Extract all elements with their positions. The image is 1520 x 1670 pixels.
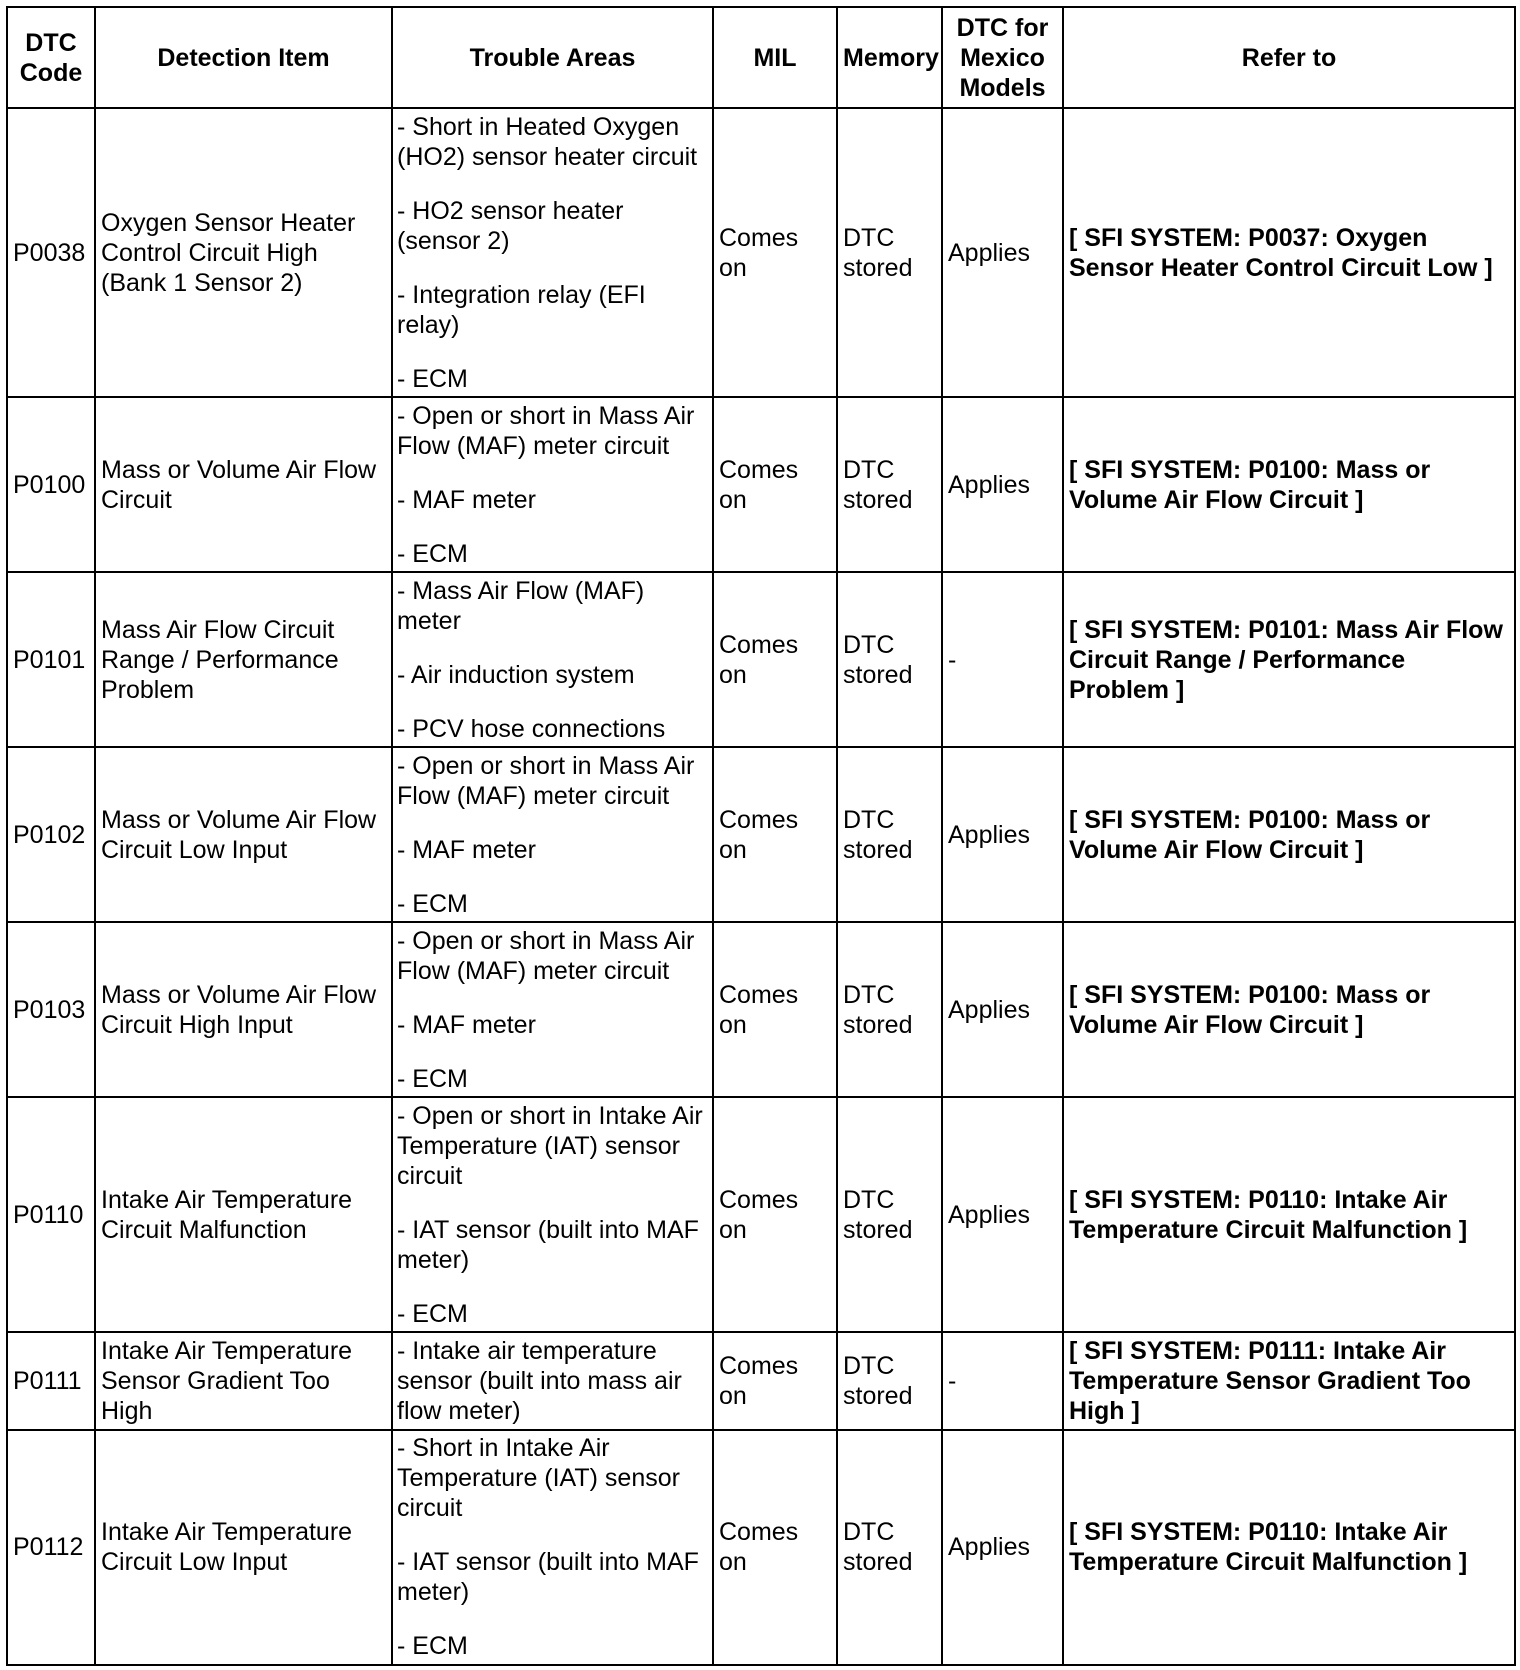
detection-item-cell: Intake Air Temperature Circuit Malfunction [95, 1097, 392, 1332]
mil-cell: Comes on [713, 747, 837, 922]
mexico-models-cell: - [942, 1332, 1063, 1430]
header-mexico-models: DTC for Mexico Models [942, 7, 1063, 108]
trouble-area-item: - Open or short in Intake Air Temperature (IAT) sensor circuit [397, 1101, 703, 1190]
trouble-area-item: - Integration relay (EFI relay) [397, 280, 646, 339]
table-row [7, 108, 1515, 397]
mexico-models-cell: Applies [942, 397, 1063, 572]
table-row [7, 397, 1515, 572]
trouble-area-item: - Short in Heated Oxygen (HO2) sensor heater circuit [397, 112, 698, 171]
trouble-area-item: - Open or short in Mass Air Flow (MAF) meter circuit [397, 751, 695, 810]
trouble-area-item: - IAT sensor (built into MAF meter) [397, 1215, 699, 1274]
memory-cell: DTC stored [837, 747, 942, 922]
trouble-area-item: - MAF meter [397, 835, 536, 864]
trouble-areas-cell [392, 108, 713, 397]
trouble-area-item: - Short in Intake Air Temperature (IAT) sensor circuit [397, 1434, 680, 1523]
refer-to-cell: [ SFI SYSTEM: P0100: Mass or Volume Air Flow Circuit ] [1063, 747, 1515, 922]
table-row [7, 1097, 1515, 1332]
detection-item-cell: Mass or Volume Air Flow Circuit High Input [95, 922, 392, 1097]
memory-cell: DTC stored [837, 1430, 942, 1665]
header-refer-to: Refer to [1063, 7, 1515, 108]
memory-cell: DTC stored [837, 922, 942, 1097]
mexico-models-cell: Applies [942, 1097, 1063, 1332]
trouble-area-item: - Open or short in Mass Air Flow (MAF) meter circuit [397, 401, 695, 460]
detection-item-cell: Intake Air Temperature Circuit Low Input [95, 1430, 392, 1665]
dtc-code-cell: P0112 [7, 1430, 95, 1665]
mexico-models-cell: Applies [942, 922, 1063, 1097]
detection-item-cell: Mass or Volume Air Flow Circuit [95, 397, 392, 572]
trouble-area-item: - PCV hose connections [397, 714, 666, 743]
mil-cell: Comes on [713, 397, 837, 572]
refer-to-cell: [ SFI SYSTEM: P0110: Intake Air Temperature Circuit Malfunction ] [1063, 1097, 1515, 1332]
header-dtc-code: DTC Code [7, 7, 95, 108]
trouble-areas-cell [392, 1332, 713, 1430]
trouble-area-item: - ECM [397, 364, 468, 393]
dtc-code-cell: P0038 [7, 108, 95, 397]
trouble-area-item: - Open or short in Mass Air Flow (MAF) meter circuit [397, 926, 695, 985]
dtc-code-cell: P0103 [7, 922, 95, 1097]
dtc-code-cell: P0101 [7, 572, 95, 747]
table-row [7, 1332, 1515, 1430]
mil-cell: Comes on [713, 1430, 837, 1665]
mil-cell: Comes on [713, 572, 837, 747]
trouble-area-item: - Intake air temperature sensor (built into mass air flow meter) [397, 1337, 682, 1425]
table-row [7, 922, 1515, 1097]
dtc-code-cell: P0111 [7, 1332, 95, 1430]
dtc-code-cell: P0100 [7, 397, 95, 572]
header-mil: MIL [713, 7, 837, 108]
mil-cell: Comes on [713, 1097, 837, 1332]
dtc-code-cell: P0110 [7, 1097, 95, 1332]
trouble-area-item: - HO2 sensor heater (sensor 2) [397, 196, 624, 255]
refer-to-cell: [ SFI SYSTEM: P0037: Oxygen Sensor Heater Control Circuit Low ] [1063, 108, 1515, 397]
trouble-areas-cell [392, 922, 713, 1097]
dtc-table [6, 6, 1516, 1666]
mil-cell: Comes on [713, 108, 837, 397]
memory-cell: DTC stored [837, 1097, 942, 1332]
mil-cell: Comes on [713, 1332, 837, 1430]
header-row [7, 7, 1515, 108]
trouble-area-item: - Air induction system [397, 660, 635, 689]
table-row [7, 747, 1515, 922]
trouble-area-item: - ECM [397, 1632, 468, 1661]
trouble-area-item: - Mass Air Flow (MAF) meter [397, 576, 645, 635]
trouble-area-item: - ECM [397, 1299, 468, 1328]
refer-to-cell: [ SFI SYSTEM: P0101: Mass Air Flow Circuit Range / Performance Problem ] [1063, 572, 1515, 747]
detection-item-cell: Oxygen Sensor Heater Control Circuit High (Bank 1 Sensor 2) [95, 108, 392, 397]
trouble-areas-cell [392, 1097, 713, 1332]
header-detection-item: Detection Item [95, 7, 392, 108]
trouble-area-item: - ECM [397, 539, 468, 568]
header-trouble-areas: Trouble Areas [392, 7, 713, 108]
table-row [7, 1430, 1515, 1665]
mexico-models-cell: - [942, 572, 1063, 747]
trouble-area-item: - ECM [397, 1064, 468, 1093]
trouble-area-item: - IAT sensor (built into MAF meter) [397, 1548, 699, 1607]
trouble-areas-cell [392, 397, 713, 572]
memory-cell: DTC stored [837, 108, 942, 397]
mexico-models-cell: Applies [942, 747, 1063, 922]
trouble-area-item: - MAF meter [397, 1010, 536, 1039]
trouble-areas-cell [392, 1430, 713, 1665]
refer-to-cell: [ SFI SYSTEM: P0100: Mass or Volume Air Flow Circuit ] [1063, 397, 1515, 572]
memory-cell: DTC stored [837, 572, 942, 747]
memory-cell: DTC stored [837, 397, 942, 572]
detection-item-cell: Intake Air Temperature Sensor Gradient Too High [95, 1332, 392, 1430]
detection-item-cell: Mass Air Flow Circuit Range / Performance Problem [95, 572, 392, 747]
detection-item-cell: Mass or Volume Air Flow Circuit Low Input [95, 747, 392, 922]
refer-to-cell: [ SFI SYSTEM: P0110: Intake Air Temperature Circuit Malfunction ] [1063, 1430, 1515, 1665]
mil-cell: Comes on [713, 922, 837, 1097]
trouble-areas-cell [392, 747, 713, 922]
table-row [7, 572, 1515, 747]
mexico-models-cell: Applies [942, 108, 1063, 397]
trouble-area-item: - MAF meter [397, 485, 536, 514]
header-memory: Memory [837, 7, 942, 108]
refer-to-cell: [ SFI SYSTEM: P0111: Intake Air Temperature Sensor Gradient Too High ] [1063, 1332, 1515, 1430]
trouble-areas-cell [392, 572, 713, 747]
dtc-code-cell: P0102 [7, 747, 95, 922]
trouble-area-item: - ECM [397, 889, 468, 918]
refer-to-cell: [ SFI SYSTEM: P0100: Mass or Volume Air Flow Circuit ] [1063, 922, 1515, 1097]
mexico-models-cell: Applies [942, 1430, 1063, 1665]
memory-cell: DTC stored [837, 1332, 942, 1430]
